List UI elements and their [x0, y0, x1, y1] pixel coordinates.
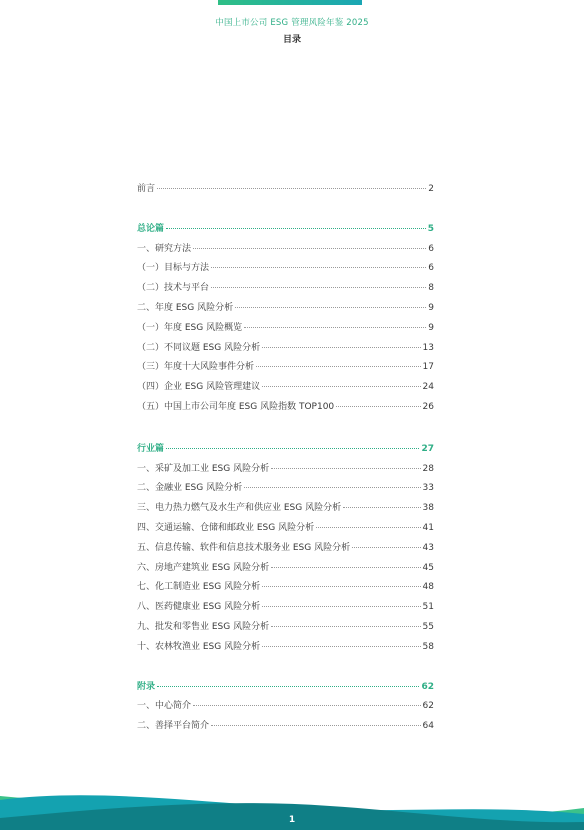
document-title: 中国上市公司 ESG 管理风险年鉴 2025 [215, 18, 369, 28]
toc-entry[interactable] [137, 638, 434, 658]
toc-entry[interactable] [137, 319, 434, 339]
toc-section-page: 62 [421, 681, 434, 692]
toc-entry-label: （一）目标与方法 [137, 263, 210, 274]
dot-leader [244, 327, 426, 328]
dot-leader [262, 586, 420, 587]
toc-section-appendix[interactable] [137, 678, 434, 698]
dot-leader [166, 448, 419, 449]
toc-section-page: 5 [427, 223, 434, 234]
toc-entry[interactable] [137, 259, 434, 279]
toc-entry-page: 64 [422, 721, 434, 732]
toc-entry-label: 二、善择平台简介 [137, 721, 210, 732]
toc-entry-page: 58 [422, 641, 434, 652]
dot-leader [193, 705, 421, 706]
dot-leader [343, 507, 420, 508]
toc-section-label: 总论篇 [137, 223, 165, 234]
toc-entry[interactable] [137, 578, 434, 598]
dot-leader [157, 188, 426, 189]
toc-entry-page: 9 [428, 302, 434, 313]
toc-entry-label: 九、批发和零售业 ESG 风险分析 [137, 621, 270, 632]
dot-leader [211, 725, 421, 726]
dot-leader [166, 228, 426, 229]
toc-entry[interactable] [137, 378, 434, 398]
toc-entry-label: （一）年度 ESG 风险概览 [137, 322, 243, 333]
dot-leader [262, 386, 420, 387]
toc-entry-page: 6 [428, 263, 434, 274]
toc-entry-label: 二、金融业 ESG 风险分析 [137, 483, 243, 494]
dot-leader [316, 527, 420, 528]
toc-entry-page: 24 [422, 382, 434, 393]
toc-entry-page: 26 [422, 401, 434, 412]
dot-leader [193, 248, 426, 249]
table-of-contents [137, 180, 434, 737]
toc-entry-label: 一、采矿及加工业 ESG 风险分析 [137, 463, 270, 474]
toc-entry-label: 五、信息传输、软件和信息技术服务业 ESG 风险分析 [137, 542, 351, 553]
toc-entry[interactable] [137, 279, 434, 299]
toc-section-industry[interactable] [137, 440, 434, 460]
toc-entry[interactable] [137, 559, 434, 579]
toc-entry-page: 33 [422, 483, 434, 494]
toc-entry-page: 51 [422, 602, 434, 613]
toc-section-label: 附录 [137, 681, 156, 692]
toc-entry[interactable] [137, 539, 434, 559]
dot-leader [352, 547, 420, 548]
toc-entry[interactable] [137, 339, 434, 359]
toc-section-label: 行业篇 [137, 443, 165, 454]
dot-leader [262, 347, 420, 348]
toc-entry-label: 前言 [137, 184, 156, 194]
dot-leader [244, 487, 420, 488]
dot-leader [336, 406, 420, 407]
toc-entry-label: 六、房地产建筑业 ESG 风险分析 [137, 562, 270, 573]
toc-entry[interactable] [137, 460, 434, 480]
toc-entry-page: 48 [422, 582, 434, 593]
toc-entry-page: 28 [422, 463, 434, 474]
dot-leader [211, 287, 426, 288]
toc-entry-page: 9 [428, 322, 434, 333]
toc-entry-page: 8 [428, 283, 434, 294]
page-title: 目录 [282, 35, 301, 45]
toc-entry-label: （二）技术与平台 [137, 283, 210, 294]
dot-leader [211, 267, 426, 268]
toc-entry-label: （四）企业 ESG 风险管理建议 [137, 382, 261, 393]
toc-entry-page: 13 [422, 342, 434, 353]
toc-entry[interactable] [137, 479, 434, 499]
toc-entry-label: （五）中国上市公司年度 ESG 风险指数 TOP100 [137, 401, 335, 412]
toc-entry-page: 55 [422, 621, 434, 632]
toc-entry-page: 38 [422, 503, 434, 514]
toc-entry-label: 八、医药健康业 ESG 风险分析 [137, 602, 261, 613]
page-number: 1 [288, 815, 296, 825]
toc-entry-label: 三、电力热力燃气及水生产和供应业 ESG 风险分析 [137, 503, 342, 514]
dot-leader [262, 606, 420, 607]
dot-leader [271, 567, 420, 568]
toc-entry-page: 6 [428, 243, 434, 254]
toc-entry-label: 十、农林牧渔业 ESG 风险分析 [137, 641, 261, 652]
toc-entry[interactable] [137, 499, 434, 519]
toc-entry-label: （三）年度十大风险事件分析 [137, 362, 255, 373]
dot-leader [157, 686, 419, 687]
dot-leader [271, 626, 420, 627]
toc-entry[interactable] [137, 299, 434, 319]
toc-entry-label: 一、研究方法 [137, 243, 192, 254]
toc-entry-preface[interactable] [137, 180, 434, 200]
toc-entry[interactable] [137, 697, 434, 717]
toc-entry-page: 2 [428, 184, 434, 194]
toc-entry-label: （二）不同议题 ESG 风险分析 [137, 342, 261, 353]
toc-entry[interactable] [137, 519, 434, 539]
toc-entry-page: 17 [422, 362, 434, 373]
toc-entry[interactable] [137, 358, 434, 378]
dot-leader [262, 646, 420, 647]
toc-entry[interactable] [137, 240, 434, 260]
toc-entry-page: 41 [422, 522, 434, 533]
dot-leader [256, 366, 421, 367]
toc-section-overview[interactable] [137, 220, 434, 240]
toc-entry-page: 45 [422, 562, 434, 573]
toc-entry[interactable] [137, 618, 434, 638]
header-accent-bar [218, 0, 362, 5]
toc-entry-label: 四、交通运输、仓储和邮政业 ESG 风险分析 [137, 522, 315, 533]
toc-entry-page: 62 [422, 701, 434, 712]
toc-section-page: 27 [421, 443, 434, 454]
toc-entry-label: 二、年度 ESG 风险分析 [137, 302, 234, 313]
dot-leader [271, 468, 420, 469]
toc-entry[interactable] [137, 398, 434, 418]
toc-entry[interactable] [137, 598, 434, 618]
dot-leader [235, 307, 426, 308]
toc-entry-label: 一、中心简介 [137, 701, 192, 712]
toc-entry[interactable] [137, 717, 434, 737]
toc-entry-page: 43 [422, 542, 434, 553]
toc-entry-label: 七、化工制造业 ESG 风险分析 [137, 582, 261, 593]
